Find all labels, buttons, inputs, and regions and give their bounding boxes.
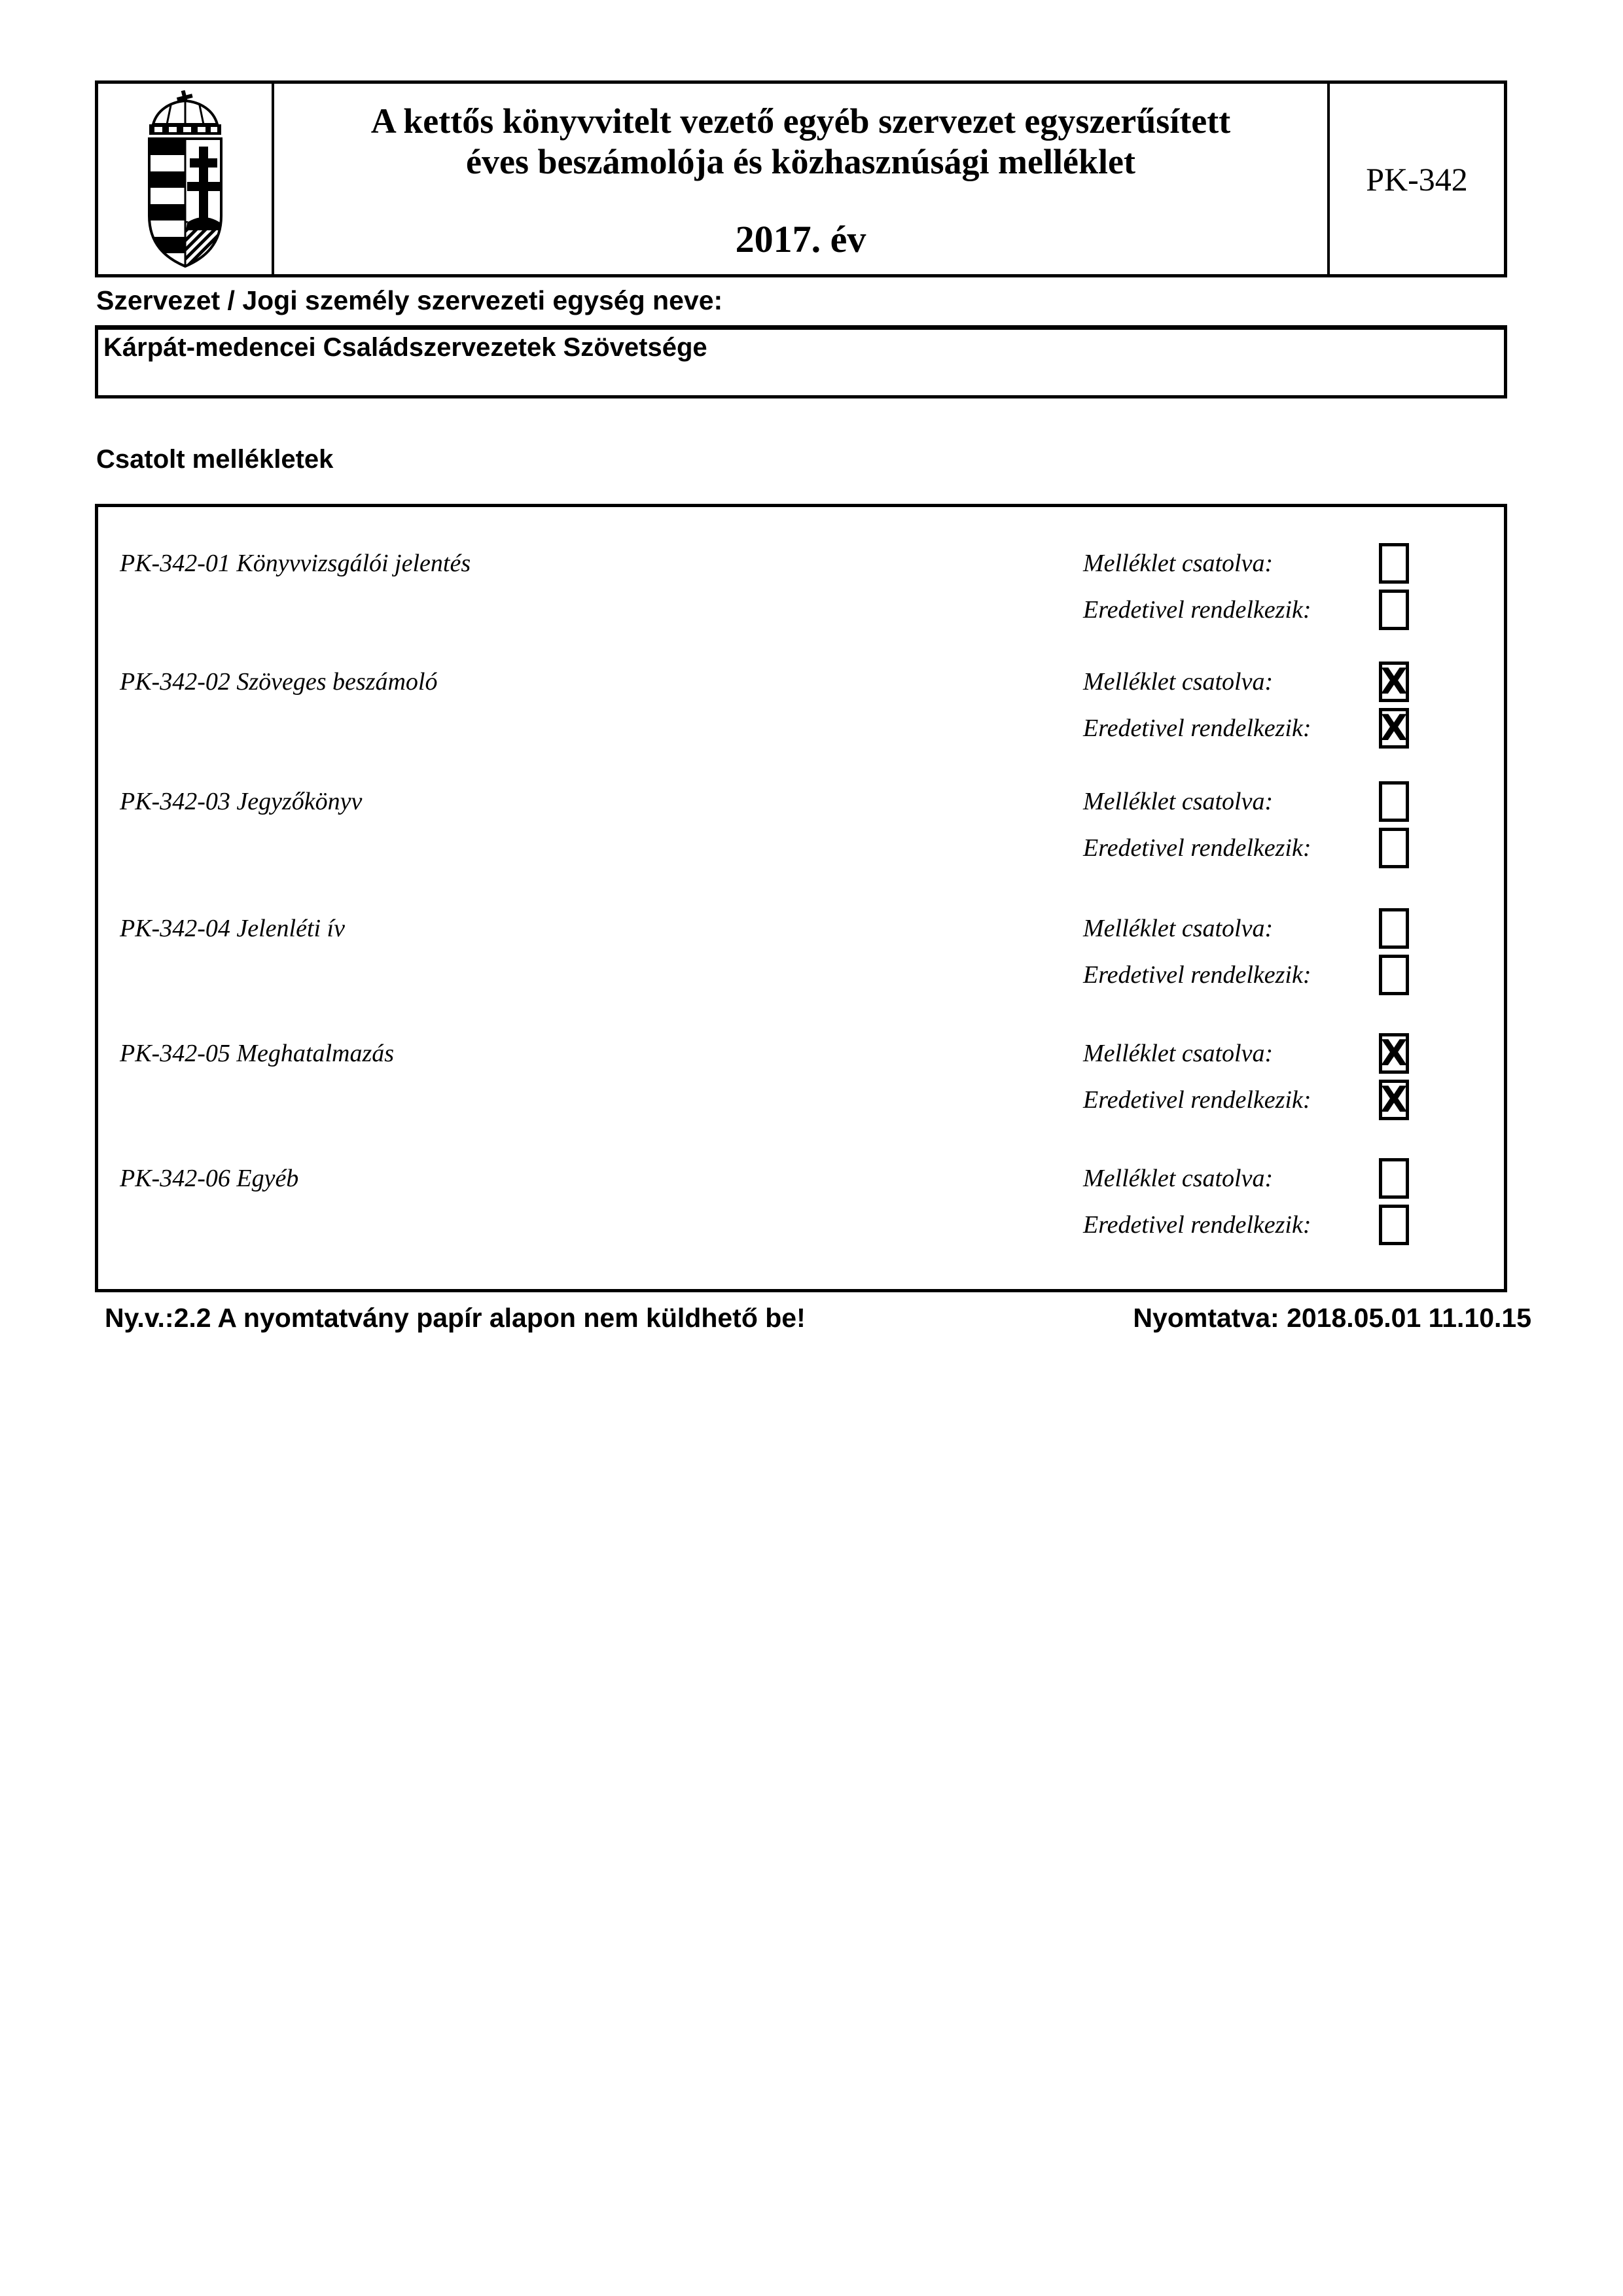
eredetivel-rendelkezik-label: Eredetivel rendelkezik: xyxy=(1083,715,1311,742)
organization-name-label: Szervezet / Jogi személy szervezeti egység neve: xyxy=(96,285,723,315)
title-cell xyxy=(274,84,1327,274)
melleklet-csatolva-label: Melléklet csatolva: xyxy=(1083,788,1274,815)
melleklet-csatolva-checkbox[interactable]: X xyxy=(1379,662,1409,702)
footer-printed-timestamp: Nyomtatva: 2018.05.01 11.10.15 xyxy=(1133,1303,1531,1333)
attachment-row-label: PK-342-04 Jelenléti ív xyxy=(120,915,345,942)
attachment-row-label: PK-342-03 Jegyzőkönyv xyxy=(120,788,363,815)
melleklet-csatolva-label: Melléklet csatolva: xyxy=(1083,668,1274,696)
attachment-row-label: PK-342-05 Meghatalmazás xyxy=(120,1040,395,1067)
eredetivel-rendelkezik-label: Eredetivel rendelkezik: xyxy=(1083,1086,1311,1114)
form-title-line1: A kettős könyvvitelt vezető egyéb szervezet egyszerűsített xyxy=(370,101,1231,141)
eredetivel-rendelkezik-checkbox[interactable] xyxy=(1379,955,1409,995)
attachments-section-label: Csatolt mellékletek xyxy=(96,445,334,474)
form-header xyxy=(95,80,1507,277)
melleklet-csatolva-checkbox[interactable]: X xyxy=(1379,1033,1409,1074)
attachment-row-label: PK-342-06 Egyéb xyxy=(120,1165,299,1192)
eredetivel-rendelkezik-checkbox[interactable] xyxy=(1379,1205,1409,1245)
attachment-row-label: PK-342-02 Szöveges beszámoló xyxy=(120,668,438,696)
melleklet-csatolva-checkbox[interactable] xyxy=(1379,908,1409,949)
eredetivel-rendelkezik-label: Eredetivel rendelkezik: xyxy=(1083,596,1311,624)
eredetivel-rendelkezik-checkbox[interactable] xyxy=(1379,828,1409,868)
hungarian-coat-of-arms-icon xyxy=(130,90,241,268)
attachment-row-label: PK-342-01 Könyvvizsgálói jelentés xyxy=(120,550,471,577)
footer-version-note: Ny.v.:2.2 A nyomtatvány papír alapon nem küldhető be! xyxy=(105,1303,806,1333)
melleklet-csatolva-checkbox[interactable] xyxy=(1379,543,1409,584)
eredetivel-rendelkezik-checkbox[interactable] xyxy=(1379,590,1409,630)
melleklet-csatolva-checkbox[interactable] xyxy=(1379,1158,1409,1199)
eredetivel-rendelkezik-label: Eredetivel rendelkezik: xyxy=(1083,834,1311,862)
melleklet-csatolva-label: Melléklet csatolva: xyxy=(1083,550,1274,577)
eredetivel-rendelkezik-label: Eredetivel rendelkezik: xyxy=(1083,961,1311,989)
form-year: 2017. év xyxy=(735,218,866,260)
organization-name-field[interactable]: Kárpát-medencei Családszervezetek Szövetsége xyxy=(95,325,1507,398)
eredetivel-rendelkezik-label: Eredetivel rendelkezik: xyxy=(1083,1211,1311,1239)
melleklet-csatolva-label: Melléklet csatolva: xyxy=(1083,1040,1274,1067)
form-code: PK-342 xyxy=(1327,84,1504,274)
eredetivel-rendelkezik-checkbox[interactable]: X xyxy=(1379,1080,1409,1120)
eredetivel-rendelkezik-checkbox[interactable]: X xyxy=(1379,708,1409,749)
logo-cell xyxy=(98,84,274,274)
melleklet-csatolva-label: Melléklet csatolva: xyxy=(1083,1165,1274,1192)
melleklet-csatolva-label: Melléklet csatolva: xyxy=(1083,915,1274,942)
form-title-line2: éves beszámolója és közhasznúsági melléklet xyxy=(466,142,1135,181)
melleklet-csatolva-checkbox[interactable] xyxy=(1379,781,1409,822)
